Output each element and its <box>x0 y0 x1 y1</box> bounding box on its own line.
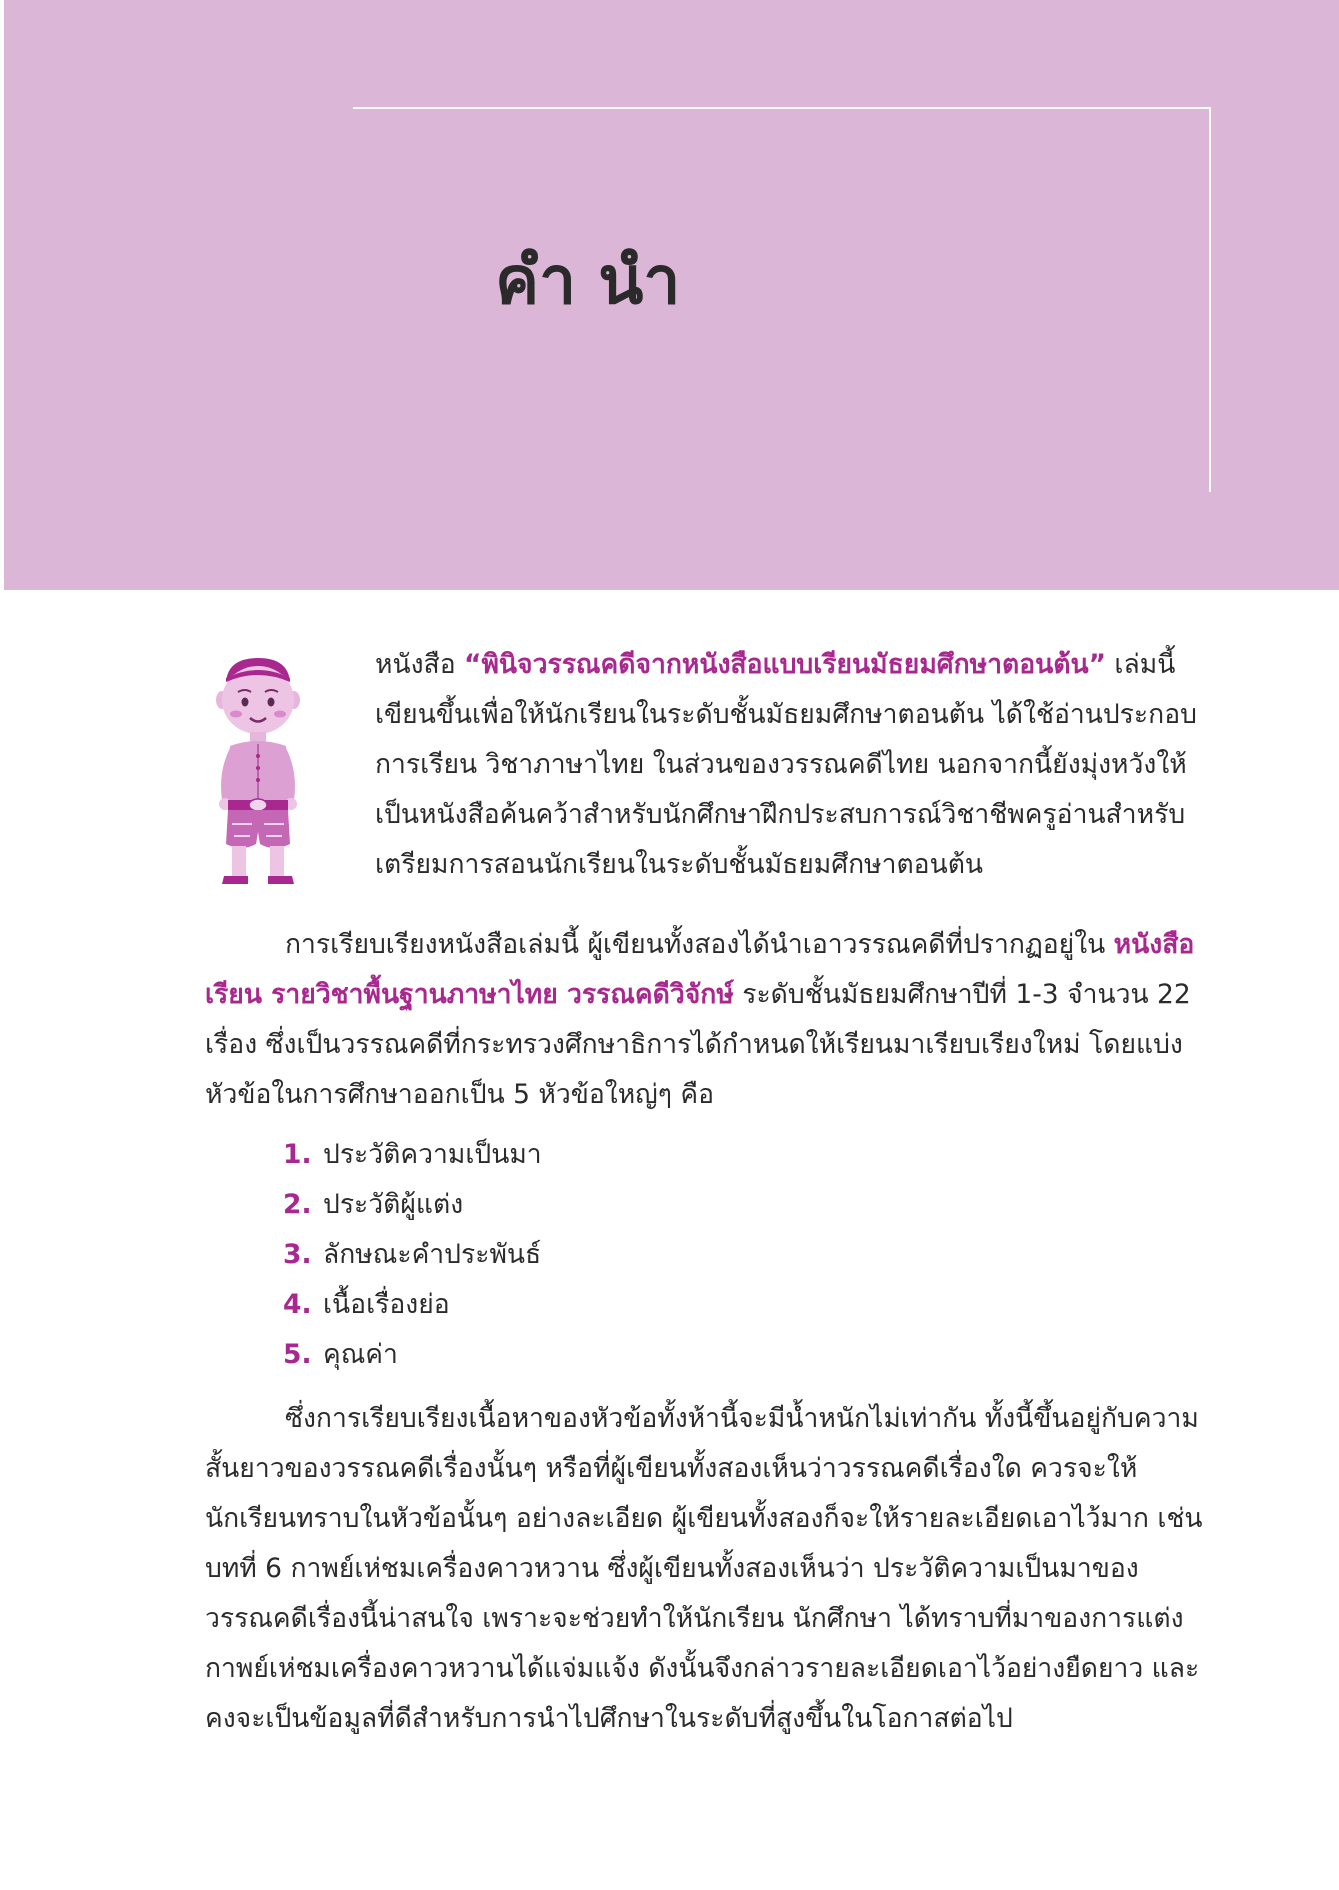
header-frame-top-line <box>353 107 1211 109</box>
paragraph-2-after: ระดับชั้นมัธยมศึกษาปีที่ 1-3 จำนวน 22 เรื่อง ซึ่งเป็นวรรณคดีที่กระทรวงศึกษาธิการได้กำหนดให้เรียนมาเรียบเรียงใหม่ โดยแบ่งหัวข้อในการศึกษาออกเป็น 5 หัวข้อใหญ่ๆ คือ <box>205 979 1191 1110</box>
intro-body: เล่มนี้เขียนขึ้นเพื่อให้นักเรียนในระดับชั้นมัธยมศึกษาตอนต้น ได้ใช้อ่านประกอบการเรียน วิชาภาษาไทย ในส่วนของวรรณคดีไทย นอกจากนี้ยังมุ่งหวังให้เป็นหนังสือค้นคว้าสำหรับนักศึกษาฝึกประสบการณ์วิชาชีพครูอ่านสำหรับเตรียมการสอนนักเรียนในระดับชั้นมัธยมศึกษาตอนต้น <box>375 649 1197 880</box>
list-item-label: ประวัติความเป็นมา <box>323 1139 542 1170</box>
list-item-label: ประวัติผู้แต่ง <box>323 1189 464 1220</box>
textbook-title-highlight: หนังสือเรียน รายวิชาพื้นฐานภาษาไทย วรรณคดีวิจักษ์ <box>205 929 1195 1010</box>
book-title-highlight: “พินิจวรรณคดีจากหนังสือแบบเรียนมัธยมศึกษาตอนต้น” <box>464 649 1106 680</box>
list-item-number: 1. <box>283 1139 312 1170</box>
list-item-label: ลักษณะคำประพันธ์ <box>323 1239 542 1270</box>
page-title: คำนำ <box>495 242 703 319</box>
list-item-number: 5. <box>283 1339 312 1370</box>
paragraph-2 <box>205 920 1205 1120</box>
list-item <box>283 1180 542 1230</box>
intro-paragraph <box>375 640 1205 890</box>
list-item <box>283 1330 542 1380</box>
list-item <box>283 1130 542 1180</box>
list-item-number: 3. <box>283 1239 312 1270</box>
list-item-label: เนื้อเรื่องย่อ <box>323 1289 450 1320</box>
topic-list <box>283 1130 542 1380</box>
list-item-number: 4. <box>283 1289 312 1320</box>
thai-boy-mascot-icon <box>208 652 308 892</box>
paragraph-3: ซึ่งการเรียบเรียงเนื้อหาของหัวข้อทั้งห้านี้จะมีน้ำหนักไม่เท่ากัน ทั้งนี้ขึ้นอยู่กับความสั้นยาวของวรรณคดีเรื่องนั้นๆ หรือที่ผู้เขียนทั้งสองเห็นว่าวรรณคดีเรื่องใด ควรจะให้นักเรียนทราบในหัวข้อนั้นๆ อย่างละเอียด ผู้เขียนทั้งสองก็จะให้รายละเอียดเอาไว้มาก เช่น บทที่ 6 กาพย์เห่ชมเครื่องคาวหวาน ซึ่งผู้เขียนทั้งสองเห็นว่า ประวัติความเป็นมาของวรรณคดีเรื่องนี้น่าสนใจ เพราะจะช่วยทำให้นักเรียน นักศึกษา ได้ทราบที่มาของการแต่งกาพย์เห่ชมเครื่องคาวหวานได้แจ่มแจ้ง ดังนั้นจึงกล่าวรายละเอียดเอาไว้อย่างยืดยาว และคงจะเป็นข้อมูลที่ดีสำหรับการนำไปศึกษาในระดับที่สูงขึ้นในโอกาสต่อไป <box>205 1403 1203 1734</box>
list-item <box>283 1230 542 1280</box>
paragraph-2-before: การเรียบเรียงหนังสือเล่มนี้ ผู้เขียนทั้งสองได้นำเอาวรรณคดีที่ปรากฏอยู่ใน <box>285 929 1114 960</box>
list-item-number: 2. <box>283 1189 312 1220</box>
header-frame-right-line <box>1209 107 1211 492</box>
list-item <box>283 1280 542 1330</box>
intro-prefix: หนังสือ <box>375 649 465 680</box>
list-item-label: คุณค่า <box>323 1339 398 1370</box>
